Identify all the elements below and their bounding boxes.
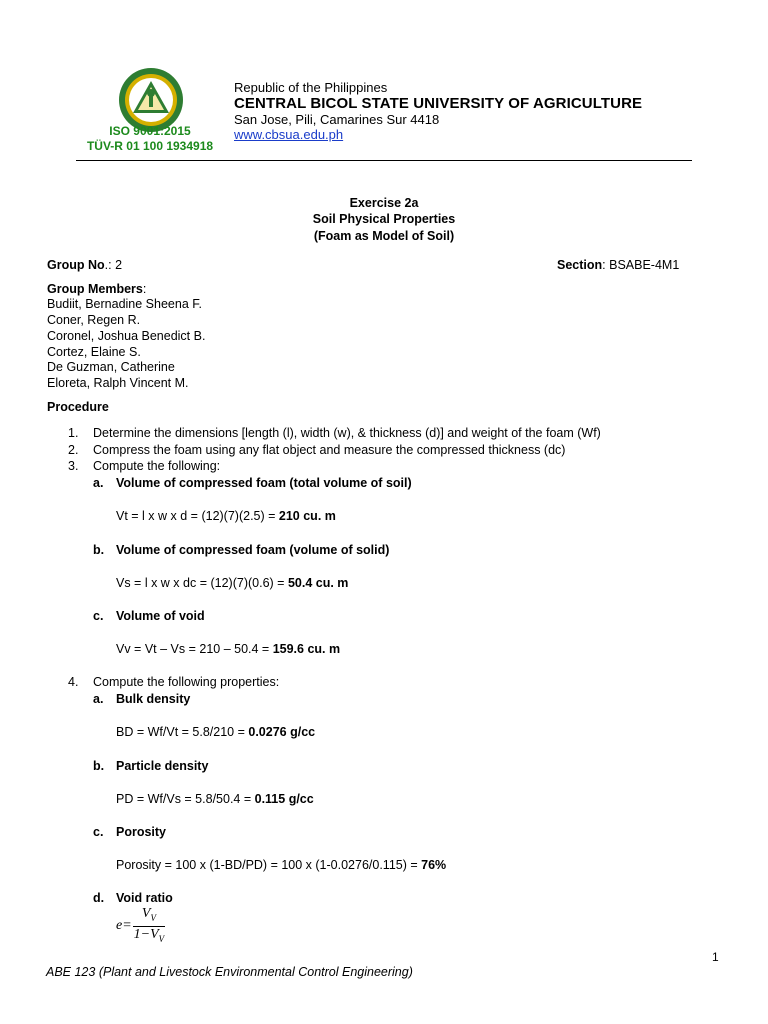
procedure-heading: Procedure xyxy=(47,400,109,414)
denominator-symbol: 1−V xyxy=(133,926,159,942)
group-members-label: Group Members xyxy=(47,282,143,296)
item-letter: b. xyxy=(93,759,105,773)
formula-line xyxy=(116,575,348,591)
item-title: Porosity xyxy=(116,825,167,839)
step-text: Compute the following properties: xyxy=(93,675,280,689)
item-letter: c. xyxy=(93,609,104,623)
denominator-subscript: V xyxy=(158,933,165,944)
section xyxy=(557,257,679,273)
member-name: Coronel, Joshua Benedict B. xyxy=(47,329,206,343)
group-number xyxy=(47,257,122,273)
formula-line xyxy=(116,857,446,873)
group-number-label: Group No xyxy=(47,258,105,272)
item-title: Particle density xyxy=(116,759,209,773)
formula-line xyxy=(116,791,314,807)
item-title: Void ratio xyxy=(116,891,173,905)
header-divider xyxy=(76,160,692,161)
formula: Porosity = 100 x (1-BD/PD) = 100 x (1-0.0276/0.115) = xyxy=(116,858,422,872)
formula-result: 50.4 cu. m xyxy=(287,576,349,590)
step-text: Compress the foam using any flat object and measure the compressed thickness (dc) xyxy=(93,443,566,457)
header-university-name: CENTRAL BICOL STATE UNIVERSITY OF AGRICULTURE xyxy=(234,95,643,112)
item-letter: a. xyxy=(93,476,104,490)
group-number-value: 2 xyxy=(115,258,123,272)
formula-line xyxy=(116,641,340,657)
fraction-denominator xyxy=(133,926,166,946)
member-name: De Guzman, Catherine xyxy=(47,360,175,374)
iso-certification-line1: ISO 9001:2015 xyxy=(109,124,191,138)
item-title: Volume of void xyxy=(116,609,205,623)
course-footer: ABE 123 (Plant and Livestock Environmental Control Engineering) xyxy=(46,965,413,979)
fraction-numerator xyxy=(133,906,166,926)
page-number: 1 xyxy=(712,950,719,964)
formula-result: 76% xyxy=(421,858,447,872)
void-ratio-formula xyxy=(116,906,165,947)
item-title: Bulk density xyxy=(116,692,191,706)
section-separator: : xyxy=(602,258,610,272)
formula: BD = Wf/Vt = 5.8/210 = xyxy=(116,725,249,739)
formula: Vt = l x w x d = (12)(7)(2.5) = xyxy=(116,509,279,523)
step-text: Compute the following: xyxy=(93,459,221,473)
item-title: Volume of compressed foam (total volume of soil) xyxy=(116,476,412,490)
formula-result: 0.0276 g/cc xyxy=(248,725,316,739)
item-letter: b. xyxy=(93,543,105,557)
member-name: Cortez, Elaine S. xyxy=(47,345,141,359)
member-name: Budiit, Bernadine Sheena F. xyxy=(47,297,202,311)
formula-result: 210 cu. m xyxy=(278,509,336,523)
step-number: 3. xyxy=(68,459,79,473)
item-letter: c. xyxy=(93,825,104,839)
formula-result: 0.115 g/cc xyxy=(254,792,314,806)
header-website-link[interactable]: www.cbsua.edu.ph xyxy=(234,127,344,142)
formula-result: 159.6 cu. m xyxy=(272,642,341,656)
group-number-separator: .: xyxy=(104,258,116,272)
formula: Vs = l x w x dc = (12)(7)(0.6) = xyxy=(116,576,288,590)
formula-lhs: e= xyxy=(116,918,132,934)
group-members-heading xyxy=(47,281,146,297)
formula-line xyxy=(116,724,315,740)
step-number: 2. xyxy=(68,443,79,457)
step-number: 4. xyxy=(68,675,79,689)
item-letter: d. xyxy=(93,891,105,905)
iso-certification-line2: TÜV-R 01 100 1934918 xyxy=(86,139,214,153)
section-label: Section xyxy=(557,258,603,272)
formula-line xyxy=(116,508,336,524)
numerator-symbol: V xyxy=(141,906,151,921)
formula: Vv = Vt – Vs = 210 – 50.4 = xyxy=(116,642,273,656)
exercise-subtitle: Soil Physical Properties xyxy=(312,212,456,226)
fraction-table xyxy=(116,906,165,947)
numerator-subscript: V xyxy=(150,912,156,923)
header-republic: Republic of the Philippines xyxy=(234,80,388,95)
header-address: San Jose, Pili, Camarines Sur 4418 xyxy=(234,112,440,127)
section-value: BSABE-4M1 xyxy=(609,258,680,272)
step-text: Determine the dimensions [length (l), width (w), & thickness (d)] and weight of the foam (Wf) xyxy=(93,426,601,440)
exercise-subtitle-note: (Foam as Model of Soil) xyxy=(313,229,455,243)
member-name: Eloreta, Ralph Vincent M. xyxy=(47,376,189,390)
group-members-separator: : xyxy=(142,282,147,296)
item-letter: a. xyxy=(93,692,104,706)
formula: PD = Wf/Vs = 5.8/50.4 = xyxy=(116,792,255,806)
step-number: 1. xyxy=(68,426,79,440)
item-title: Volume of compressed foam (volume of solid) xyxy=(116,543,390,557)
exercise-title: Exercise 2a xyxy=(349,196,419,210)
member-name: Coner, Regen R. xyxy=(47,313,141,327)
